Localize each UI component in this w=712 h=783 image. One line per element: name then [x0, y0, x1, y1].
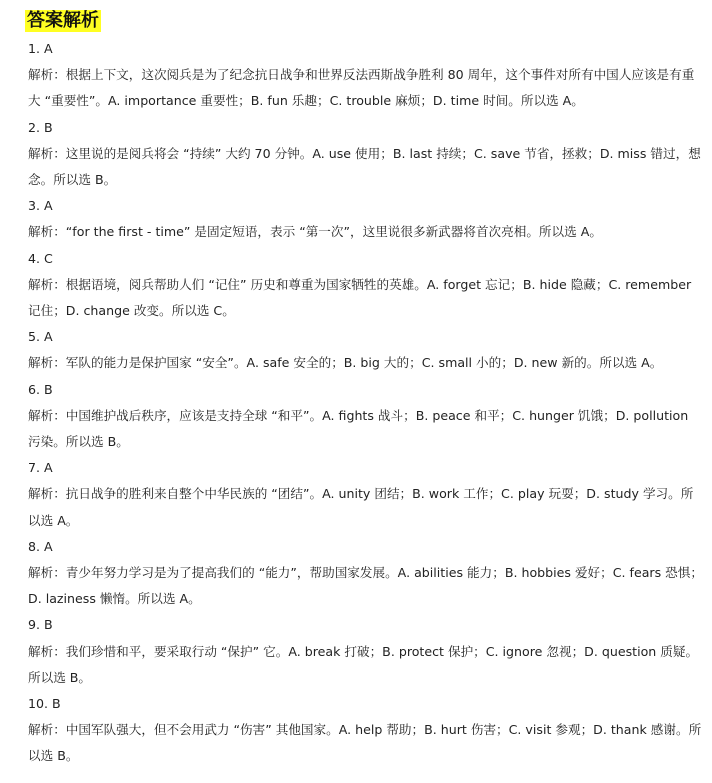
answer-entry — [28, 455, 704, 534]
answer-number: 1. A — [28, 41, 53, 56]
answer-explanation: 解析：军队的能力是保护国家 “安全”。A. safe 安全的；B. big 大的；C. small 小的；D. new 新的。所以选 A。 — [28, 355, 663, 371]
answer-number: 3. A — [28, 198, 53, 214]
answer-explanation: 解析：中国维护战后秩序，应该是支持全球 “和平”。A. fights 战斗；B. peace 和平；C. hunger 饥饿；D. pollution 污染。所以选 B。 — [28, 407, 689, 449]
answer-entry — [28, 36, 704, 115]
answer-explanation: 解析：这里说的是阅兵将会 “持续” 大约 70 分钟。A. use 使用；B. last 持续；C. save 节省，拯救；D. miss 错过，想念。所以选 B。 — [28, 145, 701, 187]
title-wrap — [25, 8, 704, 34]
answer-number: 4. C — [28, 250, 53, 266]
answer-entry — [28, 612, 704, 691]
answer-explanation: 解析：抗日战争的胜利来自整个中华民族的 “团结”。A. unity 团结；B. work 工作；C. play 玩耍；D. study 学习。所以选 A。 — [28, 486, 694, 528]
answer-number: 10. B — [28, 695, 61, 711]
answer-list — [28, 36, 704, 770]
answer-explanation: 解析：“for the first - time” 是固定短语，表示 “第一次”，这里说很多新武器将首次亮相。所以选 A。 — [28, 224, 602, 240]
page-title: 答案解析 — [27, 10, 99, 31]
answer-number: 6. B — [28, 381, 53, 397]
answer-entry — [28, 691, 704, 770]
answer-explanation: 解析：青少年努力学习是为了提高我们的 “能力”，帮助国家发展。A. abilities 能力；B. hobbies 爱好；C. fears 恐惧；D. laziness 懒惰。所以选 A。 — [28, 564, 703, 607]
answer-entry — [28, 246, 704, 325]
answer-entry — [28, 377, 704, 456]
answer-number: 7. A — [28, 460, 53, 476]
answer-explanation: 解析：中国军队强大，但不会用武力 “伤害” 其他国家。A. help 帮助；B. hurt 伤害；C. visit 参观；D. thank 感谢。所以选 B。 — [28, 722, 702, 764]
answer-number: 5. A — [28, 329, 53, 345]
answer-entry — [28, 115, 704, 194]
answer-entry — [28, 534, 704, 613]
answer-explanation: 解析：我们珍惜和平，要采取行动 “保护” 它。A. break 打破；B. protect 保护；C. ignore 忽视；D. question 质疑。所以选 B。 — [28, 643, 699, 685]
answer-entry — [28, 324, 704, 376]
answer-number: 8. A — [28, 538, 53, 554]
answer-entry — [28, 193, 704, 245]
answer-explanation: 解析：根据上下文，这次阅兵是为了纪念抗日战争和世界反法西斯战争胜利 80 周年，这个事件对所有中国人应该是有重大 “重要性”。A. importance 重要性；B. fun 乐趣；C. trouble 麻烦；D. time 时间。所以选 A。 — [28, 67, 695, 109]
answer-number: 2. B — [28, 119, 53, 135]
answer-number: 9. B — [28, 617, 53, 633]
answer-explanation: 解析：根据语境，阅兵帮助人们 “记住” 历史和尊重为国家牺牲的英雄。A. forget 忘记；B. hide 隐藏；C. remember 记住；D. change 改变。所以选 C。 — [28, 276, 692, 318]
